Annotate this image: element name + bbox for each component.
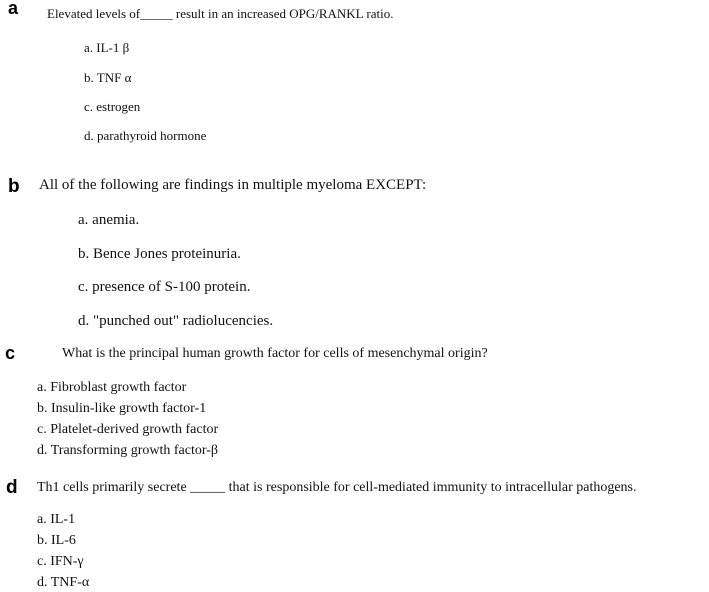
- panel-b-question: All of the following are findings in multiple myeloma EXCEPT:: [39, 177, 427, 193]
- panel-c-option-c: c. Platelet-derived growth factor: [37, 422, 219, 437]
- panel-d-letter: d: [6, 477, 18, 498]
- panel-a-letter: a: [8, 0, 19, 18]
- panel-a-option-b: b. TNF α: [84, 70, 132, 85]
- panel-d-option-c: c. IFN-γ: [37, 554, 84, 569]
- panel-a-option-c: c. estrogen: [84, 99, 141, 114]
- panel-c-option-d: d. Transforming growth factor-β: [37, 443, 219, 458]
- panel-b-option-a: a. anemia.: [78, 212, 140, 228]
- panel-d-option-a: a. IL-1: [37, 512, 76, 527]
- panel-a-question: Elevated levels of_____ result in an increased OPG/RANKL ratio.: [47, 6, 394, 21]
- panel-a-option-a: a. IL-1 β: [84, 40, 130, 55]
- panel-b-option-c: c. presence of S-100 protein.: [78, 279, 251, 295]
- panel-d-question: Th1 cells primarily secrete _____ that is responsible for cell-mediated immunity to intracellular pathogens.: [37, 480, 637, 495]
- panel-d-option-b: b. IL-6: [37, 533, 76, 548]
- panel-c-option-a: a. Fibroblast growth factor: [37, 380, 187, 395]
- panel-d-option-d: d. TNF-α: [37, 575, 90, 590]
- panel-c-question: What is the principal human growth factor for cells of mesenchymal origin?: [62, 346, 488, 361]
- panel-c-letter: c: [5, 343, 16, 363]
- panel-a-option-d: d. parathyroid hormone: [84, 128, 207, 143]
- panel-b-option-d: d. "punched out" radiolucencies.: [78, 313, 274, 329]
- panel-c-option-b: b. Insulin-like growth factor-1: [37, 401, 207, 416]
- panel-b-letter: b: [8, 176, 20, 197]
- panel-b-option-b: b. Bence Jones proteinuria.: [78, 246, 241, 262]
